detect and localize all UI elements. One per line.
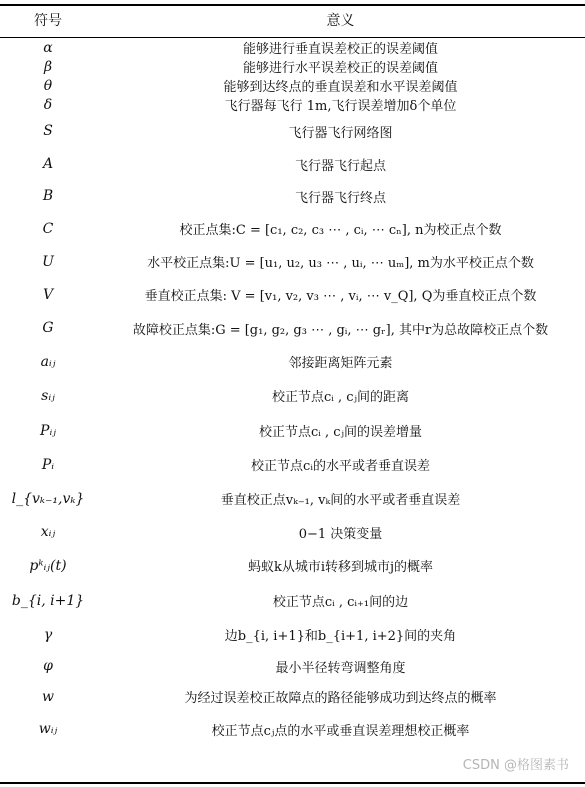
symbol-cell: A <box>42 156 54 172</box>
table-row <box>0 681 585 712</box>
table-row <box>0 548 585 583</box>
table-header <box>0 6 585 37</box>
table-row <box>0 481 585 516</box>
symbol-cell: δ <box>43 96 53 113</box>
table-row <box>0 413 585 448</box>
symbol-cell: B <box>42 188 54 204</box>
meaning-cell: 能够到达终点的垂直误差和水平误差阈值 <box>223 80 458 95</box>
table-row <box>0 278 585 311</box>
table-row <box>0 57 585 76</box>
table-row <box>0 38 585 57</box>
symbol-cell: C <box>42 220 54 237</box>
symbol-cell: w <box>42 688 54 705</box>
table-row <box>0 148 585 180</box>
symbol-cell: b_{i, i+1} <box>11 592 85 609</box>
watermark: CSDN @格图素书 <box>462 758 569 773</box>
symbol-cell: wᵢⱼ <box>38 721 58 737</box>
symbol-cell: β <box>43 58 53 75</box>
symbol-cell: V <box>42 286 54 303</box>
meaning-cell: 蚂蚁k从城市i转移到城市j的概率 <box>247 560 434 575</box>
meaning-cell: 飞行器飞行起点 <box>294 158 386 174</box>
table-row <box>0 583 585 618</box>
table-row <box>0 378 585 413</box>
symbol-cell: sᵢⱼ <box>41 387 55 404</box>
table-row <box>0 618 585 651</box>
meaning-cell: 校正点集:C = [c₁, c₂, c₃ ⋯ , cᵢ, ⋯ cₙ], n为校正点个数 <box>179 223 502 238</box>
meaning-cell: 0−1 决策变量 <box>298 526 383 542</box>
symbol-cell: γ <box>43 626 53 643</box>
symbol-cell: S <box>43 123 53 139</box>
table-row <box>0 448 585 481</box>
meaning-cell: 边b_{i, i+1}和b_{i+1, i+2}间的夹角 <box>224 629 457 644</box>
symbol-cell: Pᵢ <box>41 456 55 473</box>
symbol-cell: pᵏᵢⱼ(t) <box>29 557 67 574</box>
meaning-cell: 飞行器每飞行 1m,飞行误差增加δ个单位 <box>224 99 457 114</box>
header-symbol: 符号 <box>34 13 62 29</box>
symbol-cell: θ <box>43 77 53 94</box>
symbol-cell: l_{vₖ₋₁,vₖ} <box>11 490 85 507</box>
table-row <box>0 114 585 148</box>
meaning-cell: 邻接距离矩阵元素 <box>288 356 393 371</box>
meaning-cell: 水平校正点集:U = [u₁, u₂, u₃ ⋯ , uᵢ, ⋯ uₘ], m为水平校正点个数 <box>147 256 534 271</box>
meaning-cell: 飞行器飞行网络图 <box>288 125 393 141</box>
meaning-cell: 垂直校正点vₖ₋₁, vₖ间的水平或者垂直误差 <box>220 493 461 508</box>
meaning-cell: 校正节点cⱼ点的水平或垂直误差理想校正概率 <box>211 723 470 739</box>
table-row <box>0 311 585 345</box>
table-row <box>0 712 585 746</box>
meaning-cell: 为经过误差校正故障点的路径能够成功到达终点的概率 <box>184 691 497 706</box>
table-body <box>0 38 585 782</box>
meaning-cell: 能够进行垂直误差校正的误差阈值 <box>242 42 438 57</box>
meaning-cell: 最小半径转弯调整角度 <box>275 660 406 676</box>
table-row <box>0 245 585 278</box>
meaning-cell: 校正节点cᵢ , cⱼ间的误差增量 <box>258 425 422 440</box>
table-row <box>0 76 585 95</box>
symbol-cell: φ <box>43 658 53 674</box>
table-row <box>0 212 585 245</box>
meaning-cell: 校正节点cᵢ , cⱼ间的距离 <box>271 390 409 405</box>
meaning-cell: 能够进行水平误差校正的误差阈值 <box>242 61 438 76</box>
table-row <box>0 345 585 378</box>
table-row <box>0 95 585 114</box>
header-meaning: 意义 <box>326 13 355 29</box>
symbol-cell: aᵢⱼ <box>40 353 56 370</box>
symbol-cell: U <box>42 253 54 270</box>
symbol-cell: G <box>42 320 54 336</box>
meaning-cell: 校正节点cᵢ , cᵢ₊₁间的边 <box>272 595 409 610</box>
symbol-cell: xᵢⱼ <box>40 524 56 540</box>
meaning-cell: 垂直校正点集: V = [v₁, v₂, v₃ ⋯ , vᵢ, ⋯ v_Q], Q为垂直校正点个数 <box>144 289 537 304</box>
bottom-rule <box>0 782 585 784</box>
meaning-cell: 飞行器飞行终点 <box>294 190 386 206</box>
table-row <box>0 651 585 681</box>
symbol-cell: Pᵢⱼ <box>40 422 56 439</box>
meaning-cell: 校正节点cᵢ的水平或者垂直误差 <box>251 459 430 474</box>
symbol-cell: α <box>43 39 53 56</box>
table-row <box>0 516 585 548</box>
meaning-cell: 故障校正点集:G = [g₁, g₂, g₃ ⋯ , gᵢ, ⋯ gᵣ], 其中r为总故障校正点个数 <box>132 322 549 338</box>
table-row <box>0 180 585 212</box>
